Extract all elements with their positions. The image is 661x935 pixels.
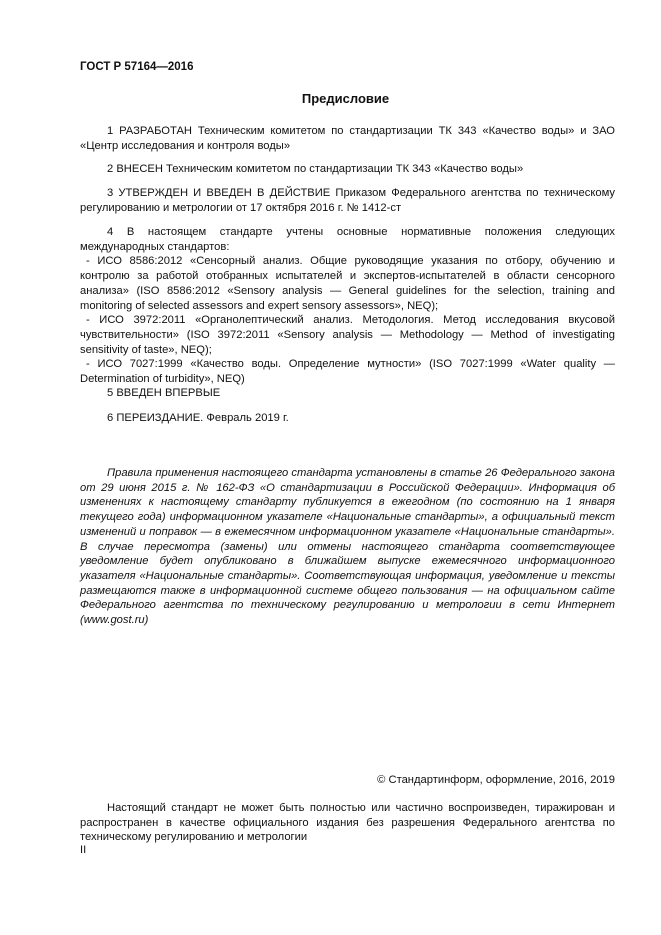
document-header-code: ГОСТ Р 57164—2016 <box>80 61 194 73</box>
standard-list-item: - ИСО 3972:2011 «Органолептический анализ. Методология. Метод исследования вкусовой чувствительности» (ISO 3972:2011 «Sensory analysis — Methodology — Method of investigating sensitivity of taste», NEQ); <box>80 314 615 356</box>
foreword-item-2 <box>80 162 615 177</box>
foreword-paragraph: 2 ВНЕСЕН Техническим комитетом по стандартизации ТК 343 «Качество воды» <box>107 163 524 175</box>
copyright-line: © Стандартинформ, оформление, 2016, 2019 <box>377 774 615 786</box>
foreword-item-6 <box>80 411 615 426</box>
application-rules-notice: Правила применения настоящего стандарта установлены в статье 26 Федерального закона от 29 июня 2015 г. № 162-ФЗ «О стандартизации в Российской Федерации». Информация об изменениях к настоящему стандарту публикуется в ежегодном (по состоянию на 1 января текущего года) информационном указателе «Национальные стандарты», а официальный текст изменений и поправок — в ежемесячном информационном указателе «Национальные стандарты». В случае пересмотра (замены) или отмены настоящего стандарта соответствующее уведомление будет опубликовано в ближайшем выпуске ежемесячного информационного указателя «Национальные стандарты». Соответствующая информация, уведомление и тексты размещаются также в информационной системе общего пользования — на официальном сайте Федерального агентства по техническому регулированию и метрологии в сети Интернет (www.gost.ru) <box>80 467 615 627</box>
page-title: Предисловие <box>301 91 390 106</box>
standard-list-item: - ИСО 8586:2012 «Сенсорный анализ. Общие руководящие указания по отбору, обучению и контролю за работой отобранных испытателей и экспертов-испытателей в области сенсорного анализа» (ISO 8586:2012 «Sensory analysis — General guidelines for the selection, training and monitoring of selected assessors and expert sensory assessors», NEQ); <box>80 255 615 312</box>
foreword-paragraph: 1 РАЗРАБОТАН Техническим комитетом по стандартизации ТК 343 «Качество воды» и ЗАО «Центр исследования и контроля воды» <box>80 125 615 152</box>
foreword-paragraph: 6 ПЕРЕИЗДАНИЕ. Февраль 2019 г. <box>107 412 289 424</box>
foreword-item-4 <box>80 225 615 387</box>
foreword-item-5 <box>80 386 615 401</box>
standard-list-item: - ИСО 7027:1999 «Качество воды. Определение мутности» (ISO 7027:1999 «Water quality — Determination of turbidity», NEQ) <box>80 358 615 386</box>
reproduction-notice: Настоящий стандарт не может быть полностью или частично воспроизведен, тиражирован и распространен в качестве официального издания без разрешения Федерального агентства по техническому регулированию и метрологии <box>80 802 615 844</box>
foreword-item-1 <box>80 124 615 153</box>
foreword-paragraph: 3 УТВЕРЖДЕН И ВВЕДЕН В ДЕЙСТВИЕ Приказом Федерального агентства по техническому регулированию и метрологии от 17 октября 2016 г. № 1412-ст <box>80 187 615 214</box>
foreword-paragraph: 5 ВВЕДЕН ВПЕРВЫЕ <box>107 387 221 399</box>
page-number: II <box>80 844 87 856</box>
foreword-paragraph: 4 В настоящем стандарте учтены основные нормативные положения следующих международных стандартов: <box>80 226 615 253</box>
foreword-item-3 <box>80 186 615 215</box>
